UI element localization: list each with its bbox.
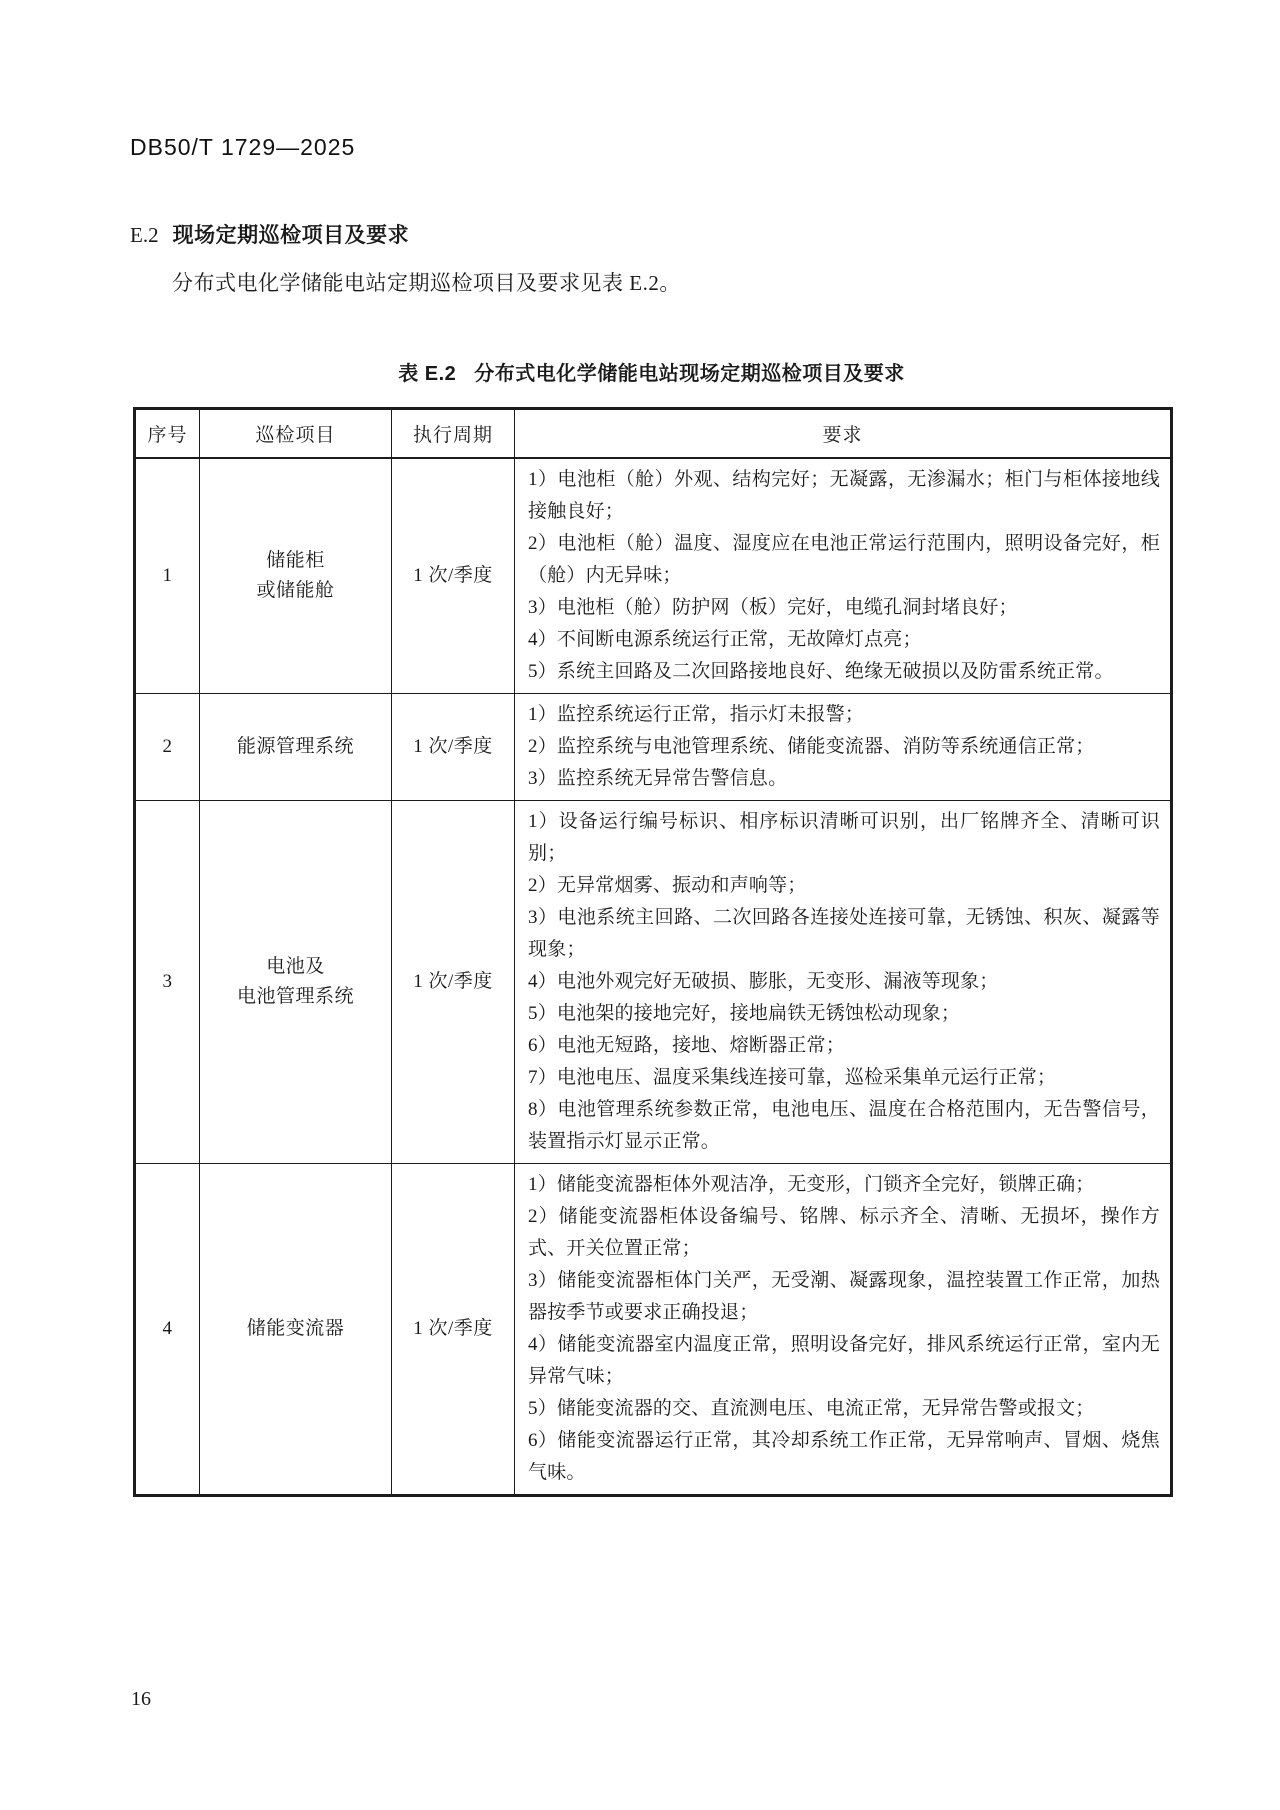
table-caption-title: 分布式电化学储能电站现场定期巡检项目及要求 [474,363,905,385]
inspection-table [133,407,1173,1497]
item-cell [200,458,392,694]
item-line: 储能柜 [266,550,325,571]
requirement-item: 4）不间断电源系统运行正常，无故障灯点亮； [528,629,922,650]
requirements-cell [515,694,1172,801]
requirement-item: 3）电池系统主回路、二次回路各连接处连接可靠，无锈蚀、积灰、凝露等现象； [528,907,1160,960]
requirement-item: 7）电池电压、温度采集线连接可靠，巡检采集单元运行正常； [528,1067,1057,1088]
requirement-item: 2）电池柜（舱）温度、湿度应在电池正常运行范围内，照明设备完好，柜（舱）内无异味； [528,533,1160,586]
table-caption [133,357,1170,386]
item-line: 电池管理系统 [236,986,354,1007]
requirement-item: 3）储能变流器柜体门关严，无受潮、凝露现象，温控装置工作正常，加热器按季节或要求正确投退； [528,1270,1160,1323]
requirement-item: 4）储能变流器室内温度正常，照明设备完好，排风系统运行正常，室内无异常气味； [528,1334,1160,1387]
requirement-item: 1）储能变流器柜体外观洁净，无变形，门锁齐全完好，锁牌正确； [528,1174,1095,1195]
requirement-item: 3）电池柜（舱）防护网（板）完好，电缆孔洞封堵良好； [528,597,1018,618]
cycle-cell: 1 次/季度 [392,458,515,694]
table-row [135,694,1172,801]
table-row [135,1164,1172,1496]
table-body [135,458,1172,1496]
requirement-item: 6）储能变流器运行正常，其冷却系统工作正常，无异常响声、冒烟、烧焦气味。 [528,1430,1160,1483]
cycle-cell: 1 次/季度 [392,801,515,1164]
seq-cell: 1 [135,458,200,694]
seq-cell: 2 [135,694,200,801]
table-row [135,458,1172,694]
header-item: 巡检项目 [200,409,392,459]
requirement-item: 4）电池外观完好无破损、膨胀，无变形、漏液等现象； [528,971,999,992]
item-line: 储能变流器 [246,1318,345,1339]
table-row [135,801,1172,1164]
section-title: 现场定期巡检项目及要求 [172,224,410,247]
seq-cell: 3 [135,801,200,1164]
requirement-item: 2）监控系统与电池管理系统、储能变流器、消防等系统通信正常； [528,736,1095,757]
requirement-item: 8）电池管理系统参数正常，电池电压、温度在合格范围内，无告警信号，装置指示灯显示正常。 [528,1099,1160,1152]
table-header-row [135,409,1172,459]
item-cell [200,694,392,801]
requirement-item: 5）电池架的接地完好，接地扁铁无锈蚀松动现象； [528,1003,961,1024]
requirements-cell [515,458,1172,694]
requirements-cell [515,1164,1172,1496]
seq-cell: 4 [135,1164,200,1496]
requirements-cell [515,801,1172,1164]
header-seq: 序号 [135,409,200,459]
item-line: 能源管理系统 [236,736,354,757]
requirement-item: 1）电池柜（舱）外观、结构完好；无凝露，无渗漏水；柜门与柜体接地线接触良好； [528,469,1160,522]
doc-number: DB50/T 1729—2025 [130,134,356,160]
header-req: 要求 [515,409,1172,459]
table-caption-label: 表 E.2 [398,363,457,385]
requirement-item: 1）设备运行编号标识、相序标识清晰可识别，出厂铭牌齐全、清晰可识别； [528,811,1160,864]
requirement-item: 1）监控系统运行正常，指示灯未报警； [528,704,865,725]
item-cell [200,801,392,1164]
requirement-item: 5）储能变流器的交、直流测电压、电流正常，无异常告警或报文； [528,1398,1095,1419]
intro-paragraph: 分布式电化学储能电站定期巡检项目及要求见表 E.2。 [172,271,681,295]
requirement-item: 3）监控系统无异常告警信息。 [528,768,788,789]
requirement-item: 5）系统主回路及二次回路接地良好、绝缘无破损以及防雷系统正常。 [528,661,1114,682]
header-cycle: 执行周期 [392,409,515,459]
item-line: 或储能舱 [256,580,335,601]
requirement-item: 2）储能变流器柜体设备编号、铭牌、标示齐全、清晰、无损坏，操作方式、开关位置正常； [528,1206,1160,1259]
requirement-item: 2）无异常烟雾、振动和声响等； [528,875,807,896]
page-number: 16 [131,1688,151,1710]
section-heading [130,219,409,249]
section-number: E.2 [130,223,159,247]
cycle-cell: 1 次/季度 [392,1164,515,1496]
requirement-item: 6）电池无短路，接地、熔断器正常； [528,1035,845,1056]
cycle-cell: 1 次/季度 [392,694,515,801]
item-cell [200,1164,392,1496]
item-line: 电池及 [266,956,325,977]
inspection-table-container [133,407,1170,1497]
